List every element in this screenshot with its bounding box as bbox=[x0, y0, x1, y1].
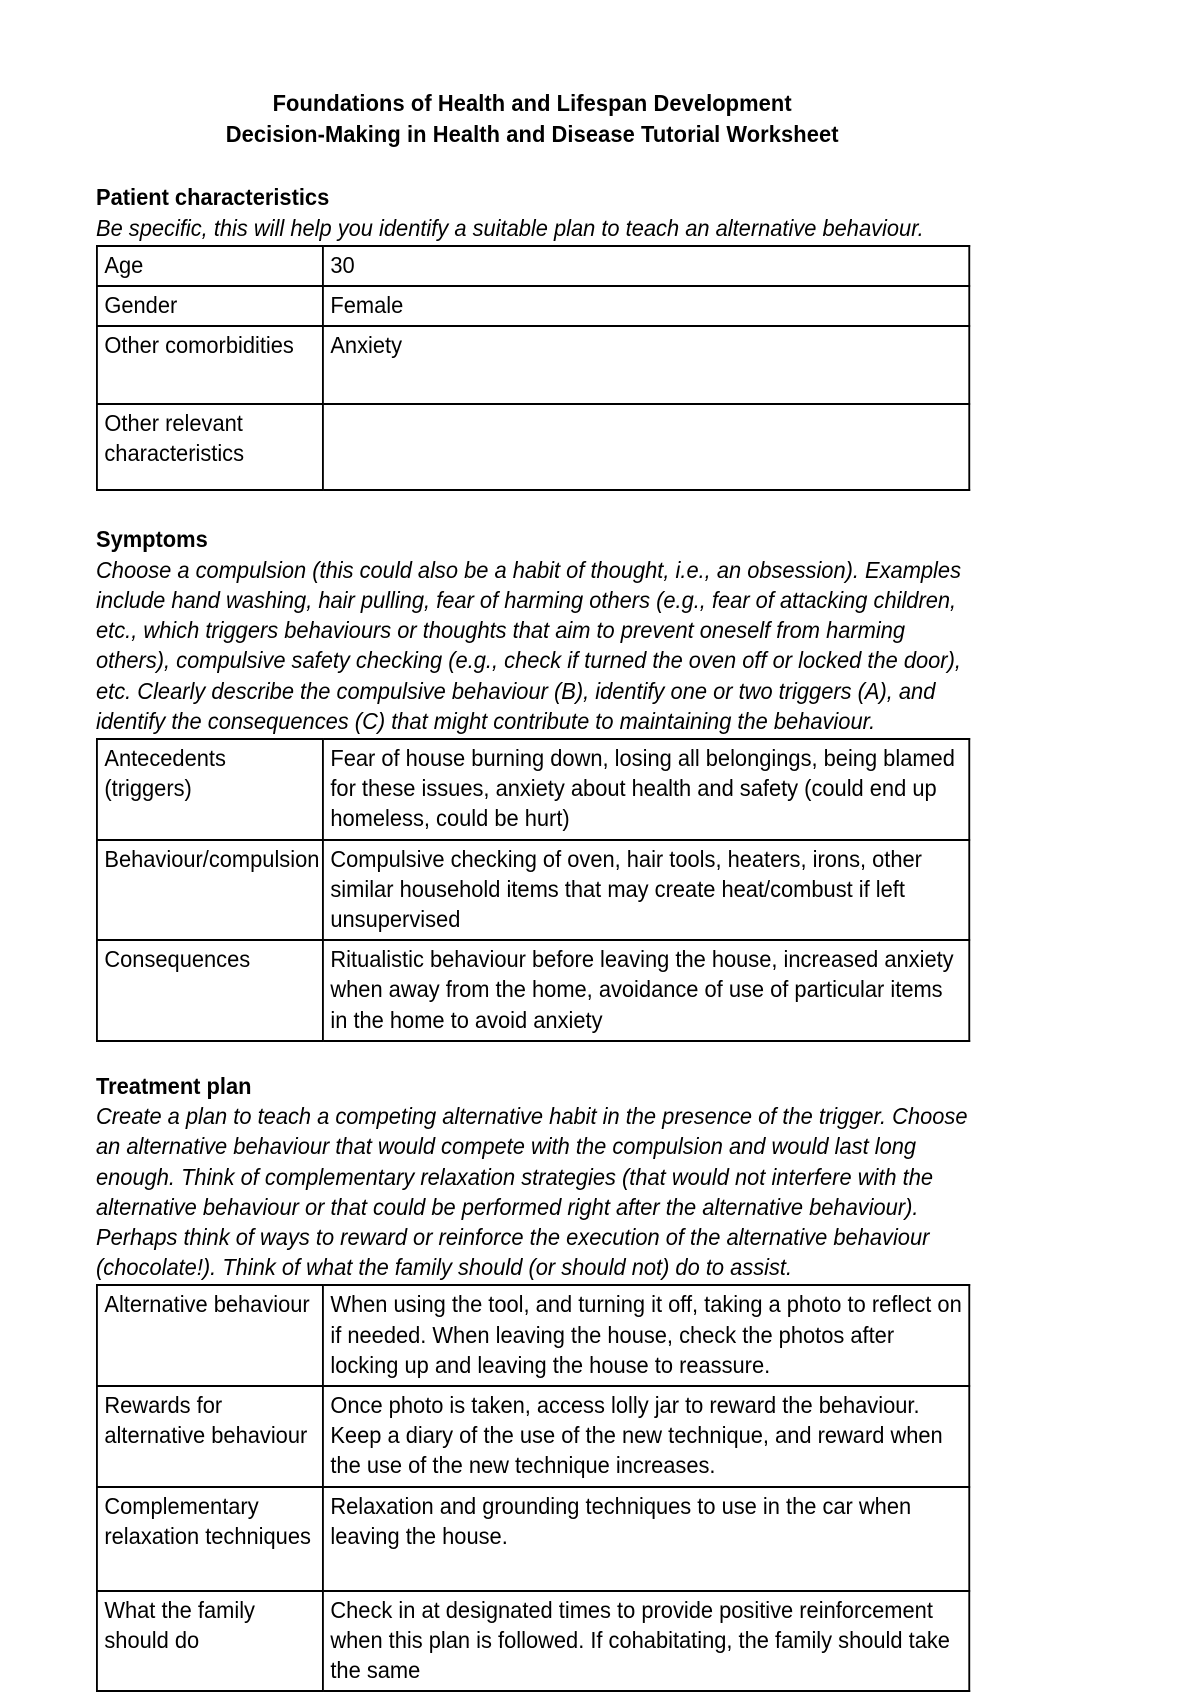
row-label-cell bbox=[97, 286, 323, 326]
row-label: Other relevant characteristics bbox=[104, 410, 245, 467]
section-heading-treatment-plan: Treatment plan bbox=[96, 1072, 252, 1099]
row-value-cell[interactable] bbox=[323, 940, 969, 1041]
table-row bbox=[97, 1285, 969, 1386]
row-label-cell bbox=[97, 1285, 323, 1386]
document-title bbox=[96, 88, 968, 149]
treatment-plan-table bbox=[96, 1284, 970, 1692]
spacer bbox=[96, 1042, 968, 1072]
row-label: Behaviour/compulsion bbox=[104, 845, 320, 872]
document-title-line-2: Decision-Making in Health and Disease Tutorial Worksheet bbox=[225, 120, 839, 147]
row-value: Anxiety bbox=[330, 332, 403, 359]
row-label-cell bbox=[97, 840, 323, 941]
row-value: Female bbox=[330, 292, 404, 319]
row-label: Rewards for alternative behaviour bbox=[104, 1391, 308, 1449]
row-value-cell[interactable] bbox=[323, 1487, 969, 1591]
row-value: When using the tool, and turning it off, taking a photo to reflect on if needed. When leaving the house, check the photos after locking up and leaving the house to reassure. bbox=[330, 1291, 962, 1378]
table-row bbox=[97, 840, 969, 941]
section-intro-patient-characteristics: Be specific, this will help you identify a suitable plan to teach an alternative behaviour. bbox=[96, 214, 924, 241]
row-value: Compulsive checking of oven, hair tools, heaters, irons, other similar household items that may create heat/combust if left unsupervised bbox=[330, 845, 922, 932]
row-value-cell[interactable] bbox=[323, 404, 969, 490]
row-label-cell bbox=[97, 940, 323, 1041]
row-label: Other comorbidities bbox=[104, 332, 294, 359]
row-value-cell[interactable] bbox=[323, 739, 969, 840]
row-value-cell[interactable] bbox=[323, 1386, 969, 1487]
row-label: Complementary relaxation techniques bbox=[104, 1492, 311, 1549]
table-row bbox=[97, 1487, 969, 1591]
section-heading-patient-characteristics: Patient characteristics bbox=[96, 184, 330, 211]
row-label-cell bbox=[97, 1591, 323, 1692]
row-label-cell bbox=[97, 1386, 323, 1487]
row-value: Relaxation and grounding techniques to use in the car when leaving the house. bbox=[330, 1492, 912, 1549]
row-label-cell bbox=[97, 739, 323, 840]
row-label-cell bbox=[97, 326, 323, 404]
table-row bbox=[97, 326, 969, 404]
symptoms-table bbox=[96, 738, 970, 1042]
row-value: Check in at designated times to provide positive reinforcement when this plan is followed. If cohabitating, the family should take the same bbox=[330, 1596, 950, 1683]
row-label: Antecedents (triggers) bbox=[104, 745, 226, 802]
row-label: Gender bbox=[104, 292, 178, 319]
section-intro-symptoms: Choose a compulsion (this could also be a habit of thought, i.e., an obsession). Examples include hand washing, hair pulling, fear of harming others (e.g., fear of attacking children, etc., which triggers behaviours or thoughts that aim to prevent oneself from harming others), compulsive safety checking (e.g., check if turned the oven off or locked the door), etc. Clearly describe the compulsive behaviour (B), identify one or two triggers (A), and identify the consequences (C) that might contribute to maintaining the behaviour. bbox=[96, 556, 962, 734]
table-row bbox=[97, 286, 969, 326]
row-value: Once photo is taken, access lolly jar to reward the behaviour. Keep a diary of the use of the new technique, and reward when the use of the new technique increases. bbox=[330, 1391, 943, 1479]
row-value-cell[interactable] bbox=[323, 326, 969, 404]
table-row bbox=[97, 404, 969, 490]
row-label-cell bbox=[97, 404, 323, 490]
row-value: Ritualistic behaviour before leaving the house, increased anxiety when away from the home, avoidance of use of particular items in the home to avoid anxiety bbox=[330, 946, 954, 1033]
row-value-cell[interactable] bbox=[323, 246, 969, 286]
row-value-cell[interactable] bbox=[323, 1285, 969, 1386]
table-row bbox=[97, 1591, 969, 1692]
row-value: 30 bbox=[330, 251, 355, 278]
row-label-cell bbox=[97, 246, 323, 286]
section-intro-treatment-plan: Create a plan to teach a competing alternative habit in the presence of the trigger. Choose an alternative behaviour that would compete with the compulsion and would last long enough. Think of complementary relaxation strategies (that would not interfere with the alternative behaviour or that could be performed right after the alternative behaviour). Perhaps think of ways to reward or reinforce the execution of the alternative behaviour (chocolate!). Think of what the family should (or should not) do to assist. bbox=[96, 1103, 968, 1281]
row-label: Consequences bbox=[104, 946, 251, 973]
document-body bbox=[96, 88, 968, 1692]
section-heading-symptoms: Symptoms bbox=[96, 526, 208, 553]
document-title-line-1: Foundations of Health and Lifespan Development bbox=[272, 90, 792, 116]
row-label: What the family should do bbox=[104, 1596, 255, 1653]
row-value-cell[interactable] bbox=[323, 1591, 969, 1692]
row-value: Fear of house burning down, losing all belongings, being blamed for these issues, anxiety about health and safety (could end up homeless, could be hurt) bbox=[330, 745, 955, 832]
spacer bbox=[96, 491, 968, 525]
row-label-cell bbox=[97, 1487, 323, 1591]
table-row bbox=[97, 940, 969, 1041]
row-value-cell[interactable] bbox=[323, 286, 969, 326]
table-row bbox=[97, 246, 969, 286]
row-label: Alternative behaviour bbox=[104, 1291, 310, 1318]
table-row bbox=[97, 1386, 969, 1487]
row-label: Age bbox=[104, 251, 144, 278]
patient-characteristics-table bbox=[96, 245, 970, 491]
table-row bbox=[97, 739, 969, 840]
row-value-cell[interactable] bbox=[323, 840, 969, 941]
